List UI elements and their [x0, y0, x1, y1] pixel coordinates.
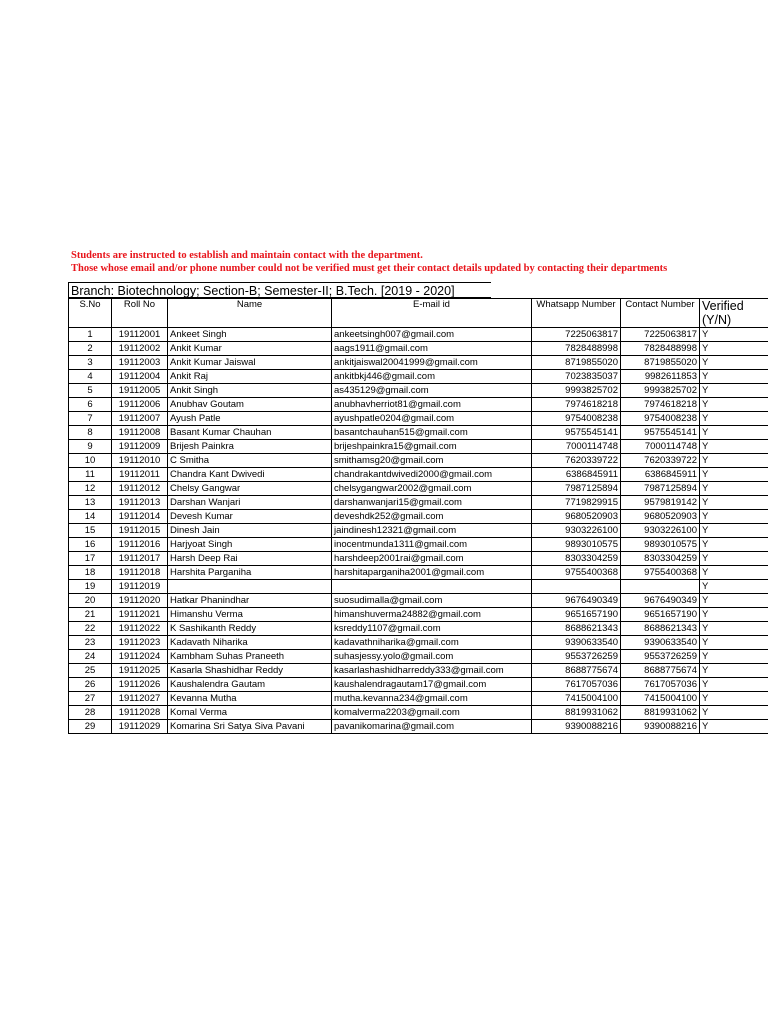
- cell-verified: Y: [700, 328, 768, 342]
- cell-roll-no: 19112012: [112, 482, 168, 496]
- cell-email: chandrakantdwivedi2000@gmail.com: [332, 468, 532, 482]
- cell-roll-no: 19112007: [112, 412, 168, 426]
- cell-contact: 9575545141: [621, 426, 700, 440]
- student-sheet: [68, 282, 768, 734]
- cell-contact: 7828488998: [621, 342, 700, 356]
- cell-email: anubhavherriot81@gmail.com: [332, 398, 532, 412]
- table-row: [69, 692, 768, 706]
- cell-whatsapp: 9390633540: [532, 636, 621, 650]
- cell-contact: 9390088216: [621, 720, 700, 734]
- cell-sno: 3: [69, 356, 112, 370]
- cell-contact: 9893010575: [621, 538, 700, 552]
- table-row: [69, 622, 768, 636]
- cell-name: Hatkar Phanindhar: [168, 594, 332, 608]
- cell-name: Ankit Raj: [168, 370, 332, 384]
- cell-whatsapp: 7719829915: [532, 496, 621, 510]
- header-sno: S.No: [69, 299, 112, 328]
- cell-sno: 13: [69, 496, 112, 510]
- cell-sno: 29: [69, 720, 112, 734]
- cell-contact: 9676490349: [621, 594, 700, 608]
- cell-roll-no: 19112014: [112, 510, 168, 524]
- cell-roll-no: 19112022: [112, 622, 168, 636]
- cell-verified: Y: [700, 650, 768, 664]
- cell-sno: 16: [69, 538, 112, 552]
- cell-roll-no: 19112002: [112, 342, 168, 356]
- cell-sno: 24: [69, 650, 112, 664]
- cell-sno: 22: [69, 622, 112, 636]
- cell-verified: Y: [700, 608, 768, 622]
- cell-verified: Y: [700, 482, 768, 496]
- cell-email: deveshdk252@gmail.com: [332, 510, 532, 524]
- table-row: [69, 524, 768, 538]
- table-row: [69, 706, 768, 720]
- cell-sno: 10: [69, 454, 112, 468]
- table-row: [69, 650, 768, 664]
- cell-verified: Y: [700, 440, 768, 454]
- cell-whatsapp: 7974618218: [532, 398, 621, 412]
- header-contact: Contact Number: [621, 299, 700, 328]
- cell-email: himanshuverma24882@gmail.com: [332, 608, 532, 622]
- header-roll-no: Roll No: [112, 299, 168, 328]
- cell-sno: 15: [69, 524, 112, 538]
- cell-verified: Y: [700, 510, 768, 524]
- cell-roll-no: 19112008: [112, 426, 168, 440]
- cell-verified: Y: [700, 538, 768, 552]
- table-row: [69, 678, 768, 692]
- cell-email: chelsygangwar2002@gmail.com: [332, 482, 532, 496]
- cell-whatsapp: [532, 580, 621, 594]
- cell-roll-no: 19112009: [112, 440, 168, 454]
- cell-roll-no: 19112019: [112, 580, 168, 594]
- cell-name: Ayush Patle: [168, 412, 332, 426]
- table-row: [69, 720, 768, 734]
- cell-sno: 5: [69, 384, 112, 398]
- cell-email: brijeshpainkra15@gmail.com: [332, 440, 532, 454]
- cell-roll-no: 19112029: [112, 720, 168, 734]
- cell-name: Komarina Sri Satya Siva Pavani: [168, 720, 332, 734]
- cell-roll-no: 19112018: [112, 566, 168, 580]
- cell-name: Komal Verma: [168, 706, 332, 720]
- cell-sno: 12: [69, 482, 112, 496]
- cell-email: pavanikomarina@gmail.com: [332, 720, 532, 734]
- table-row: [69, 594, 768, 608]
- table-body: [69, 328, 768, 734]
- cell-verified: Y: [700, 594, 768, 608]
- table-row: [69, 342, 768, 356]
- cell-name: Ankit Kumar: [168, 342, 332, 356]
- cell-sno: 8: [69, 426, 112, 440]
- cell-name: Chandra Kant Dwivedi: [168, 468, 332, 482]
- cell-whatsapp: 7000114748: [532, 440, 621, 454]
- cell-contact: 9390633540: [621, 636, 700, 650]
- cell-verified: Y: [700, 678, 768, 692]
- cell-whatsapp: 8819931062: [532, 706, 621, 720]
- cell-whatsapp: 7225063817: [532, 328, 621, 342]
- cell-email: jaindinesh12321@gmail.com: [332, 524, 532, 538]
- cell-contact: 6386845911: [621, 468, 700, 482]
- cell-sno: 28: [69, 706, 112, 720]
- table-row: [69, 608, 768, 622]
- cell-verified: Y: [700, 580, 768, 594]
- cell-sno: 2: [69, 342, 112, 356]
- table-row: [69, 412, 768, 426]
- cell-name: Kevanna Mutha: [168, 692, 332, 706]
- cell-verified: Y: [700, 636, 768, 650]
- cell-contact: 9982611853: [621, 370, 700, 384]
- cell-email: mutha.kevanna234@gmail.com: [332, 692, 532, 706]
- table-row: [69, 510, 768, 524]
- cell-verified: Y: [700, 426, 768, 440]
- cell-sno: 6: [69, 398, 112, 412]
- cell-email: kasarlashashidharreddy333@gmail.com: [332, 664, 532, 678]
- cell-verified: Y: [700, 622, 768, 636]
- cell-email: ankeetsingh007@gmail.com: [332, 328, 532, 342]
- cell-whatsapp: 9993825702: [532, 384, 621, 398]
- cell-roll-no: 19112004: [112, 370, 168, 384]
- cell-contact: 8688775674: [621, 664, 700, 678]
- cell-email: suhasjessy.yolo@gmail.com: [332, 650, 532, 664]
- cell-contact: 9754008238: [621, 412, 700, 426]
- table-row: [69, 398, 768, 412]
- notice-line-2: Those whose email and/or phone number could not be verified must get their contact details updated by contacting their departments: [71, 263, 668, 274]
- cell-roll-no: 19112003: [112, 356, 168, 370]
- cell-whatsapp: 7023835037: [532, 370, 621, 384]
- cell-whatsapp: 8688775674: [532, 664, 621, 678]
- cell-verified: Y: [700, 664, 768, 678]
- notice-text: [71, 249, 768, 275]
- cell-whatsapp: 9303226100: [532, 524, 621, 538]
- header-email: E-mail id: [332, 299, 532, 328]
- cell-roll-no: 19112020: [112, 594, 168, 608]
- cell-whatsapp: 9553726259: [532, 650, 621, 664]
- cell-whatsapp: 7987125894: [532, 482, 621, 496]
- cell-contact: 8719855020: [621, 356, 700, 370]
- cell-whatsapp: 9755400368: [532, 566, 621, 580]
- cell-contact: 9651657190: [621, 608, 700, 622]
- cell-name: Kadavath Niharika: [168, 636, 332, 650]
- cell-sno: 1: [69, 328, 112, 342]
- cell-sno: 11: [69, 468, 112, 482]
- cell-sno: 21: [69, 608, 112, 622]
- cell-whatsapp: 8303304259: [532, 552, 621, 566]
- cell-contact: 9993825702: [621, 384, 700, 398]
- cell-name: C Smitha: [168, 454, 332, 468]
- cell-roll-no: 19112027: [112, 692, 168, 706]
- cell-verified: Y: [700, 566, 768, 580]
- cell-name: Brijesh Painkra: [168, 440, 332, 454]
- cell-contact: 7415004100: [621, 692, 700, 706]
- cell-whatsapp: 7617057036: [532, 678, 621, 692]
- table-row: [69, 370, 768, 384]
- cell-verified: Y: [700, 384, 768, 398]
- cell-sno: 20: [69, 594, 112, 608]
- cell-verified: Y: [700, 706, 768, 720]
- cell-verified: Y: [700, 552, 768, 566]
- cell-whatsapp: 9680520903: [532, 510, 621, 524]
- table-row: [69, 496, 768, 510]
- cell-sno: 26: [69, 678, 112, 692]
- cell-sno: 7: [69, 412, 112, 426]
- cell-email: ksreddy1107@gmail.com: [332, 622, 532, 636]
- cell-email: ankitjaiswal20041999@gmail.com: [332, 356, 532, 370]
- cell-roll-no: 19112025: [112, 664, 168, 678]
- header-verified: Verified (Y/N): [700, 299, 768, 328]
- cell-name: Dinesh Jain: [168, 524, 332, 538]
- table-row: [69, 538, 768, 552]
- cell-verified: Y: [700, 342, 768, 356]
- table-row: [69, 384, 768, 398]
- cell-verified: Y: [700, 398, 768, 412]
- cell-roll-no: 19112016: [112, 538, 168, 552]
- cell-whatsapp: 9575545141: [532, 426, 621, 440]
- cell-verified: Y: [700, 496, 768, 510]
- table-row: [69, 468, 768, 482]
- cell-email: suosudimalla@gmail.com: [332, 594, 532, 608]
- cell-name: Darshan Wanjari: [168, 496, 332, 510]
- cell-roll-no: 19112011: [112, 468, 168, 482]
- cell-whatsapp: 9893010575: [532, 538, 621, 552]
- cell-whatsapp: 7415004100: [532, 692, 621, 706]
- cell-whatsapp: 8719855020: [532, 356, 621, 370]
- cell-contact: 7987125894: [621, 482, 700, 496]
- cell-roll-no: 19112026: [112, 678, 168, 692]
- cell-name: Chelsy Gangwar: [168, 482, 332, 496]
- cell-verified: Y: [700, 524, 768, 538]
- cell-whatsapp: 6386845911: [532, 468, 621, 482]
- cell-contact: 9680520903: [621, 510, 700, 524]
- cell-whatsapp: 8688621343: [532, 622, 621, 636]
- cell-whatsapp: 9754008238: [532, 412, 621, 426]
- table-row: [69, 482, 768, 496]
- notice-line-1: Students are instructed to establish and maintain contact with the department.: [71, 250, 423, 261]
- cell-contact: [621, 580, 700, 594]
- cell-whatsapp: 9390088216: [532, 720, 621, 734]
- cell-contact: 9553726259: [621, 650, 700, 664]
- cell-sno: 18: [69, 566, 112, 580]
- cell-email: ankitbkj446@gmail.com: [332, 370, 532, 384]
- table-row: [69, 426, 768, 440]
- cell-email: as435129@gmail.com: [332, 384, 532, 398]
- cell-email: aags1911@gmail.com: [332, 342, 532, 356]
- cell-name: Anubhav Goutam: [168, 398, 332, 412]
- table-row: [69, 664, 768, 678]
- cell-contact: 9579819142: [621, 496, 700, 510]
- cell-sno: 27: [69, 692, 112, 706]
- cell-email: ayushpatle0204@gmail.com: [332, 412, 532, 426]
- cell-roll-no: 19112028: [112, 706, 168, 720]
- cell-contact: 7225063817: [621, 328, 700, 342]
- cell-email: harshitaparganiha2001@gmail.com: [332, 566, 532, 580]
- cell-roll-no: 19112015: [112, 524, 168, 538]
- cell-name: Himanshu Verma: [168, 608, 332, 622]
- cell-roll-no: 19112017: [112, 552, 168, 566]
- cell-contact: 9755400368: [621, 566, 700, 580]
- cell-email: smithamsg20@gmail.com: [332, 454, 532, 468]
- header-whatsapp: Whatsapp Number: [532, 299, 621, 328]
- cell-sno: 9: [69, 440, 112, 454]
- cell-whatsapp: 7620339722: [532, 454, 621, 468]
- cell-sno: 19: [69, 580, 112, 594]
- cell-contact: 8303304259: [621, 552, 700, 566]
- branch-heading: Branch: Biotechnology; Section-B; Semester-II; B.Tech. [2019 - 2020]: [68, 282, 491, 298]
- header-name: Name: [168, 299, 332, 328]
- cell-contact: 9303226100: [621, 524, 700, 538]
- student-table: [68, 298, 768, 734]
- cell-email: kaushalendragautam17@gmail.com: [332, 678, 532, 692]
- table-header-row: [69, 299, 768, 328]
- cell-verified: Y: [700, 720, 768, 734]
- cell-name: Basant Kumar Chauhan: [168, 426, 332, 440]
- table-row: [69, 580, 768, 594]
- cell-name: Harshita Parganiha: [168, 566, 332, 580]
- table-row: [69, 356, 768, 370]
- cell-sno: 23: [69, 636, 112, 650]
- cell-email: komalverma2203@gmail.com: [332, 706, 532, 720]
- cell-verified: Y: [700, 412, 768, 426]
- cell-sno: 17: [69, 552, 112, 566]
- cell-whatsapp: 9651657190: [532, 608, 621, 622]
- cell-roll-no: 19112001: [112, 328, 168, 342]
- table-row: [69, 440, 768, 454]
- cell-sno: 14: [69, 510, 112, 524]
- cell-name: K Sashikanth Reddy: [168, 622, 332, 636]
- cell-email: basantchauhan515@gmail.com: [332, 426, 532, 440]
- cell-verified: Y: [700, 370, 768, 384]
- cell-contact: 8688621343: [621, 622, 700, 636]
- cell-contact: 7617057036: [621, 678, 700, 692]
- cell-name: Kaushalendra Gautam: [168, 678, 332, 692]
- cell-verified: Y: [700, 468, 768, 482]
- cell-contact: 7000114748: [621, 440, 700, 454]
- cell-verified: Y: [700, 692, 768, 706]
- cell-contact: 7620339722: [621, 454, 700, 468]
- cell-sno: 4: [69, 370, 112, 384]
- cell-email: kadavathniharika@gmail.com: [332, 636, 532, 650]
- cell-email: harshdeep2001rai@gmail.com: [332, 552, 532, 566]
- cell-roll-no: 19112023: [112, 636, 168, 650]
- table-row: [69, 566, 768, 580]
- cell-whatsapp: 7828488998: [532, 342, 621, 356]
- table-row: [69, 552, 768, 566]
- table-row: [69, 636, 768, 650]
- table-row: [69, 328, 768, 342]
- cell-email: [332, 580, 532, 594]
- cell-email: darshanwanjari15@gmail.com: [332, 496, 532, 510]
- cell-roll-no: 19112013: [112, 496, 168, 510]
- cell-name: Ankit Singh: [168, 384, 332, 398]
- table-row: [69, 454, 768, 468]
- cell-name: Ankit Kumar Jaiswal: [168, 356, 332, 370]
- cell-roll-no: 19112010: [112, 454, 168, 468]
- cell-sno: 25: [69, 664, 112, 678]
- cell-contact: 8819931062: [621, 706, 700, 720]
- cell-name: Kambham Suhas Praneeth: [168, 650, 332, 664]
- cell-verified: Y: [700, 356, 768, 370]
- cell-name: Harjyoat Singh: [168, 538, 332, 552]
- cell-roll-no: 19112021: [112, 608, 168, 622]
- cell-contact: 7974618218: [621, 398, 700, 412]
- cell-roll-no: 19112005: [112, 384, 168, 398]
- cell-name: [168, 580, 332, 594]
- cell-verified: Y: [700, 454, 768, 468]
- cell-name: Kasarla Shashidhar Reddy: [168, 664, 332, 678]
- cell-name: Harsh Deep Rai: [168, 552, 332, 566]
- cell-name: Ankeet Singh: [168, 328, 332, 342]
- cell-name: Devesh Kumar: [168, 510, 332, 524]
- cell-roll-no: 19112006: [112, 398, 168, 412]
- cell-email: inocentmunda1311@gmail.com: [332, 538, 532, 552]
- cell-roll-no: 19112024: [112, 650, 168, 664]
- cell-whatsapp: 9676490349: [532, 594, 621, 608]
